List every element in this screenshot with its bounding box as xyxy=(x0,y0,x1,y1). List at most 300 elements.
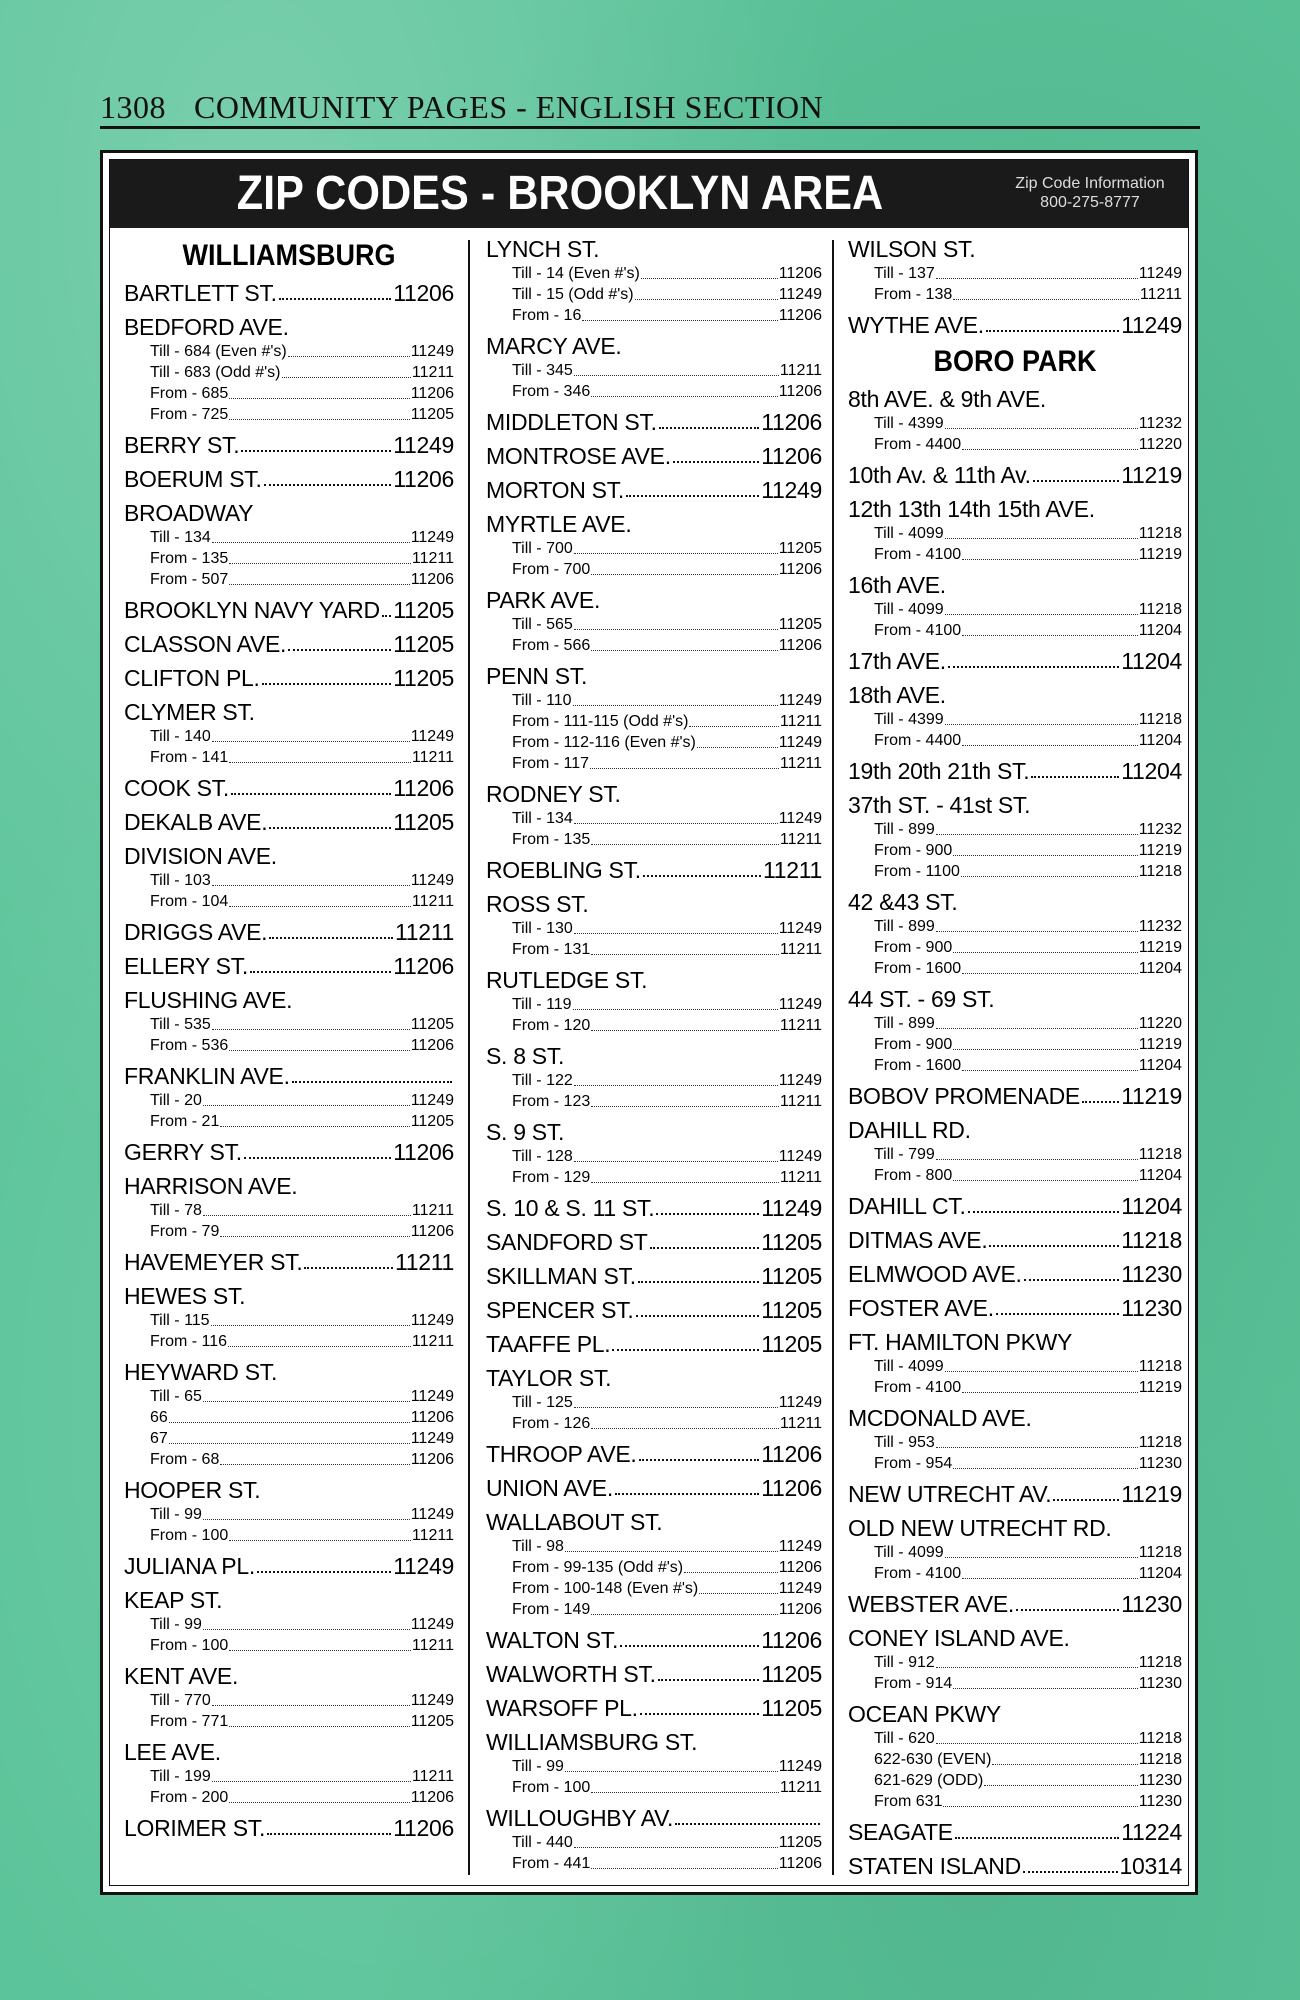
street-line xyxy=(124,1172,454,1200)
range-label: Till - 65 xyxy=(150,1388,202,1405)
leader-dots xyxy=(591,559,777,575)
leader-dots xyxy=(169,1428,410,1444)
leader-dots xyxy=(591,1777,779,1793)
leader-dots xyxy=(241,431,391,452)
street-entry xyxy=(848,571,1182,641)
street-line xyxy=(848,647,1182,675)
leader-dots xyxy=(203,1090,410,1106)
street-name: RUTLEDGE ST. xyxy=(486,967,648,993)
range-zip: 11205 xyxy=(410,406,454,423)
range-label: Till - 134 xyxy=(512,810,573,827)
street-line xyxy=(124,698,454,726)
page-number: 1308 xyxy=(100,89,166,125)
leader-dots xyxy=(288,341,410,357)
street-name: DAHILL RD. xyxy=(848,1117,971,1143)
zip-code: 11205 xyxy=(761,1331,822,1357)
range-line xyxy=(848,1013,1182,1034)
street-entry xyxy=(848,791,1182,882)
street-line xyxy=(124,630,454,658)
street-line xyxy=(848,757,1182,785)
range-line xyxy=(124,548,454,569)
zip-code: 11249 xyxy=(761,1195,822,1221)
leader-dots xyxy=(203,1200,411,1216)
street-line xyxy=(848,1700,1182,1728)
range-line xyxy=(848,523,1182,544)
street-name: BROADWAY xyxy=(124,500,254,526)
street-entry xyxy=(848,385,1182,455)
street-entry xyxy=(124,630,454,658)
street-name: WARSOFF PL. xyxy=(486,1695,638,1721)
range-label: From - 346 xyxy=(512,383,591,400)
leader-dots xyxy=(1033,461,1120,482)
range-label: From - 100 xyxy=(512,1779,591,1796)
range-zip: 11218 xyxy=(1138,1358,1182,1375)
street-line xyxy=(124,1476,454,1504)
street-name: WALTON ST. xyxy=(486,1627,619,1653)
range-label: 66 xyxy=(150,1409,168,1426)
street-entry xyxy=(486,1228,822,1256)
range-zip: 11204 xyxy=(1138,622,1182,639)
street-entry xyxy=(124,808,454,836)
leader-dots xyxy=(382,596,391,617)
zip-code: 11204 xyxy=(1121,648,1182,674)
leader-dots xyxy=(582,305,777,321)
range-label: Till - 4399 xyxy=(874,415,944,432)
column-divider xyxy=(468,240,470,1875)
range-label: From - 507 xyxy=(150,571,229,588)
street-name: 8th AVE. & 9th AVE. xyxy=(848,386,1047,412)
range-zip: 11249 xyxy=(410,1506,454,1523)
leader-dots xyxy=(228,1331,411,1347)
range-label: From - 112-116 (Even #'s) xyxy=(512,734,696,751)
street-line xyxy=(848,1082,1182,1110)
range-line xyxy=(124,1090,454,1111)
range-line xyxy=(124,1386,454,1407)
range-line xyxy=(124,1035,454,1056)
street-entry xyxy=(124,1358,454,1470)
column-divider xyxy=(832,240,834,1875)
leader-dots xyxy=(591,1413,779,1429)
range-line xyxy=(848,1749,1182,1770)
range-label: From - 126 xyxy=(512,1415,591,1432)
street-line xyxy=(848,1404,1182,1432)
leader-dots xyxy=(953,1673,1137,1689)
range-line xyxy=(848,1356,1182,1377)
range-label: From - 771 xyxy=(150,1713,229,1730)
range-line xyxy=(486,1091,822,1112)
leader-dots xyxy=(986,311,1119,332)
leader-dots xyxy=(267,1814,391,1835)
range-line xyxy=(848,819,1182,840)
range-zip: 11211 xyxy=(779,755,822,772)
street-line xyxy=(486,1728,822,1756)
range-label: From - 100 xyxy=(150,1527,229,1544)
range-line xyxy=(848,1377,1182,1398)
leader-dots xyxy=(591,381,777,397)
street-line xyxy=(848,1116,1182,1144)
leader-dots xyxy=(945,1356,1138,1372)
range-zip: 11249 xyxy=(778,1148,822,1165)
street-entry xyxy=(848,1480,1182,1508)
range-zip: 11218 xyxy=(1138,863,1182,880)
range-zip: 11218 xyxy=(1138,1544,1182,1561)
range-zip: 11205 xyxy=(410,1113,454,1130)
street-entry xyxy=(124,1282,454,1352)
column-1 xyxy=(124,235,454,1879)
range-zip: 11249 xyxy=(410,1430,454,1447)
range-label: Till - 4399 xyxy=(874,711,944,728)
range-label: From - 131 xyxy=(512,941,591,958)
range-line xyxy=(848,1055,1182,1076)
street-name: CLIFTON PL. xyxy=(124,665,260,691)
street-entry xyxy=(486,476,822,504)
street-name: HOOPER ST. xyxy=(124,1477,261,1503)
street-name: 44 ST. - 69 ST. xyxy=(848,986,995,1012)
range-line xyxy=(124,1331,454,1352)
range-zip: 11218 xyxy=(1138,1730,1182,1747)
range-zip: 11206 xyxy=(410,571,454,588)
street-name: TAYLOR ST. xyxy=(486,1365,612,1391)
leader-dots xyxy=(212,870,410,886)
leader-dots xyxy=(257,1552,391,1573)
range-label: Till - 20 xyxy=(150,1092,202,1109)
leader-dots xyxy=(591,939,779,955)
range-zip: 11249 xyxy=(1138,265,1182,282)
range-label: 622-630 (EVEN) xyxy=(874,1751,992,1768)
range-zip: 11211 xyxy=(411,364,454,381)
range-label: From - 566 xyxy=(512,637,591,654)
range-zip: 11249 xyxy=(778,1758,822,1775)
range-zip: 11206 xyxy=(778,637,822,654)
street-line xyxy=(486,780,822,808)
zip-code: 11205 xyxy=(761,1263,822,1289)
street-name: CLYMER ST. xyxy=(124,699,255,725)
range-label: Till - 899 xyxy=(874,821,935,838)
section-heading: WILLIAMSBURG xyxy=(182,239,396,272)
leader-dots xyxy=(574,360,779,376)
range-label: From - 135 xyxy=(512,831,591,848)
street-name: GERRY ST. xyxy=(124,1139,242,1165)
range-zip: 11211 xyxy=(1139,286,1182,303)
leader-dots xyxy=(1053,1480,1119,1501)
range-label: From - 1600 xyxy=(874,960,962,977)
street-line xyxy=(486,1364,822,1392)
range-zip: 11211 xyxy=(779,831,822,848)
range-zip: 11204 xyxy=(1138,960,1182,977)
range-label: From - 129 xyxy=(512,1169,591,1186)
range-line xyxy=(848,1453,1182,1474)
leader-dots xyxy=(626,476,759,497)
range-zip: 11211 xyxy=(779,1169,822,1186)
street-name: SKILLMAN ST. xyxy=(486,1263,636,1289)
street-line xyxy=(486,510,822,538)
street-name: FRANKLIN AVE. xyxy=(124,1063,290,1089)
leader-dots xyxy=(292,1062,452,1083)
range-line xyxy=(486,381,822,402)
leader-dots xyxy=(203,1386,410,1402)
street-name: 10th Av. & 11th Av. xyxy=(848,462,1031,488)
street-line xyxy=(124,499,454,527)
street-line xyxy=(124,1062,454,1090)
street-line xyxy=(486,1262,822,1290)
street-line xyxy=(486,1330,822,1358)
range-zip: 11211 xyxy=(411,1637,454,1654)
leader-dots xyxy=(992,1749,1137,1765)
leader-dots xyxy=(962,1563,1138,1579)
range-zip: 11205 xyxy=(778,540,822,557)
range-line xyxy=(124,1525,454,1546)
zip-code: 11206 xyxy=(393,1139,454,1165)
street-line xyxy=(848,1260,1182,1288)
street-line xyxy=(486,1626,822,1654)
range-line xyxy=(848,1165,1182,1186)
range-line xyxy=(124,1200,454,1221)
range-label: From - 79 xyxy=(150,1223,220,1240)
range-line xyxy=(124,569,454,590)
range-zip: 11219 xyxy=(1138,842,1182,859)
range-line xyxy=(848,284,1182,305)
range-label: Till - 683 (Odd #'s) xyxy=(150,364,281,381)
range-label: Till - 103 xyxy=(150,872,211,889)
zip-info-phone: 800-275-8777 xyxy=(1040,194,1140,211)
range-line xyxy=(124,1711,454,1732)
range-zip: 11219 xyxy=(1138,1036,1182,1053)
leader-dots xyxy=(953,840,1137,856)
range-zip: 11249 xyxy=(410,1092,454,1109)
range-line xyxy=(848,1770,1182,1791)
leader-dots xyxy=(1016,1590,1119,1611)
street-entry xyxy=(486,1626,822,1654)
range-line xyxy=(486,829,822,850)
range-label: From - 138 xyxy=(874,286,953,303)
range-line xyxy=(486,614,822,635)
range-label: From - 536 xyxy=(150,1037,229,1054)
leader-dots xyxy=(169,1407,410,1423)
range-line xyxy=(848,861,1182,882)
street-entry xyxy=(124,664,454,692)
range-line xyxy=(486,360,822,381)
range-zip: 11219 xyxy=(1138,1379,1182,1396)
range-label: From - 149 xyxy=(512,1601,591,1618)
range-zip: 11220 xyxy=(1138,1015,1182,1032)
leader-dots xyxy=(573,994,778,1010)
street-name: NEW UTRECHT AV. xyxy=(848,1481,1052,1507)
range-zip: 11249 xyxy=(778,692,822,709)
leader-dots xyxy=(675,1804,820,1825)
street-entry xyxy=(486,1728,822,1798)
street-name: CLASSON AVE. xyxy=(124,631,287,657)
leader-dots xyxy=(565,1756,778,1772)
street-name: LEE AVE. xyxy=(124,1739,221,1765)
zip-code: 11204 xyxy=(1121,1193,1182,1219)
street-name: BEDFORD AVE. xyxy=(124,314,289,340)
leader-dots xyxy=(636,1296,760,1317)
leader-dots xyxy=(229,1711,409,1727)
street-entry xyxy=(486,890,822,960)
range-label: From - 685 xyxy=(150,385,229,402)
leader-dots xyxy=(684,1557,778,1573)
leader-dots xyxy=(641,263,778,279)
street-line xyxy=(124,952,454,980)
street-entry xyxy=(486,1660,822,1688)
zip-code: 11206 xyxy=(393,466,454,492)
range-label: From - 100-148 (Even #'s) xyxy=(512,1580,699,1597)
street-line xyxy=(486,662,822,690)
street-entry xyxy=(848,235,1182,305)
range-label: From - 21 xyxy=(150,1113,220,1130)
range-line xyxy=(124,404,454,425)
street-name: ELMWOOD AVE. xyxy=(848,1261,1022,1287)
range-zip: 11204 xyxy=(1138,1167,1182,1184)
range-zip: 11218 xyxy=(1138,1654,1182,1671)
range-zip: 11249 xyxy=(778,286,822,303)
range-line xyxy=(486,711,822,732)
street-line xyxy=(486,1804,822,1832)
range-line xyxy=(124,1449,454,1470)
range-label: Till - 899 xyxy=(874,1015,935,1032)
street-line xyxy=(848,461,1182,489)
street-line xyxy=(124,774,454,802)
leader-dots xyxy=(953,1034,1137,1050)
range-label: Till - 98 xyxy=(512,1538,564,1555)
inner-frame xyxy=(109,159,1189,1886)
range-line xyxy=(124,1221,454,1242)
range-zip: 11218 xyxy=(1138,1146,1182,1163)
range-label: Till - 137 xyxy=(874,265,935,282)
range-label: Till - 14 (Even #'s) xyxy=(512,265,640,282)
leader-dots xyxy=(936,263,1138,279)
street-line xyxy=(124,664,454,692)
range-zip: 11218 xyxy=(1138,1434,1182,1451)
street-name: DAHILL CT. xyxy=(848,1193,966,1219)
leader-dots xyxy=(574,808,778,824)
leader-dots xyxy=(936,1013,1138,1029)
range-label: From - 900 xyxy=(874,939,953,956)
range-zip: 11204 xyxy=(1138,1057,1182,1074)
range-zip: 11211 xyxy=(411,749,454,766)
street-entry xyxy=(848,1294,1182,1322)
range-line xyxy=(848,1542,1182,1563)
range-zip: 11206 xyxy=(778,265,822,282)
street-line xyxy=(486,235,822,263)
street-name: ROEBLING ST. xyxy=(486,857,641,883)
street-name: BOBOV PROMENADE xyxy=(848,1083,1080,1109)
zip-code: 11205 xyxy=(761,1661,822,1687)
street-name: DRIGGS AVE. xyxy=(124,919,268,945)
zip-code: 11230 xyxy=(1121,1261,1182,1287)
leader-dots xyxy=(212,1014,410,1030)
range-zip: 11211 xyxy=(779,941,822,958)
zip-code: 11206 xyxy=(393,1815,454,1841)
leader-dots xyxy=(1082,1082,1119,1103)
leader-dots xyxy=(943,1791,1137,1807)
range-line xyxy=(848,1652,1182,1673)
range-label: From - 68 xyxy=(150,1451,220,1468)
street-entry xyxy=(124,1586,454,1656)
street-name: 18th AVE. xyxy=(848,682,946,708)
zip-code: 11205 xyxy=(393,631,454,657)
street-line xyxy=(848,311,1182,339)
range-zip: 11206 xyxy=(410,1037,454,1054)
zip-code: 11206 xyxy=(393,280,454,306)
range-line xyxy=(124,1690,454,1711)
leader-dots xyxy=(279,279,391,300)
range-label: From - 725 xyxy=(150,406,229,423)
range-line xyxy=(486,1599,822,1620)
street-name: KENT AVE. xyxy=(124,1663,239,1689)
range-label: Till - 134 xyxy=(150,529,211,546)
range-zip: 11211 xyxy=(779,1415,822,1432)
street-name: DIVISION AVE. xyxy=(124,843,277,869)
section-heading: BORO PARK xyxy=(933,345,1097,378)
range-line xyxy=(486,994,822,1015)
range-label: From - 954 xyxy=(874,1455,953,1472)
range-zip: 11249 xyxy=(778,1580,822,1597)
street-name: 12th 13th 14th 15th AVE. xyxy=(848,496,1095,522)
range-label: Till - 620 xyxy=(874,1730,935,1747)
street-entry xyxy=(124,279,454,307)
street-name: BERRY ST. xyxy=(124,432,240,458)
range-line xyxy=(486,559,822,580)
street-entry xyxy=(848,1624,1182,1694)
street-entry xyxy=(486,1330,822,1358)
street-line xyxy=(486,856,822,884)
range-label: From - 120 xyxy=(512,1017,591,1034)
range-line xyxy=(848,937,1182,958)
leader-dots xyxy=(229,1635,411,1651)
zip-code: 11205 xyxy=(761,1229,822,1255)
leader-dots xyxy=(591,635,777,651)
range-line xyxy=(124,341,454,362)
range-zip: 11249 xyxy=(778,996,822,1013)
street-name: MARCY AVE. xyxy=(486,333,622,359)
street-name: 17th AVE. xyxy=(848,648,946,674)
street-entry xyxy=(848,1404,1182,1474)
range-zip: 11249 xyxy=(410,1388,454,1405)
street-name: FLUSHING AVE. xyxy=(124,987,293,1013)
street-line xyxy=(124,1358,454,1386)
range-line xyxy=(848,730,1182,751)
street-name: WEBSTER AVE. xyxy=(848,1591,1014,1617)
street-name: WALLABOUT ST. xyxy=(486,1509,663,1535)
leader-dots xyxy=(229,1525,411,1541)
street-line xyxy=(848,1226,1182,1254)
street-entry xyxy=(848,1590,1182,1618)
leader-dots xyxy=(689,711,778,727)
range-line xyxy=(124,527,454,548)
range-line xyxy=(848,263,1182,284)
zip-code: 11219 xyxy=(1121,1083,1182,1109)
street-entry xyxy=(848,681,1182,751)
leader-dots xyxy=(673,442,759,463)
leader-dots xyxy=(936,1652,1138,1668)
leader-dots xyxy=(658,1660,759,1681)
range-line xyxy=(124,1310,454,1331)
street-name: MYRTLE AVE. xyxy=(486,511,632,537)
street-line xyxy=(848,571,1182,599)
street-line xyxy=(486,1694,822,1722)
range-label: Till - 345 xyxy=(512,362,573,379)
range-line xyxy=(124,1111,454,1132)
street-entry xyxy=(486,408,822,436)
street-entry xyxy=(486,510,822,580)
range-line xyxy=(486,732,822,753)
range-line xyxy=(848,434,1182,455)
leader-dots xyxy=(640,1694,759,1715)
street-line xyxy=(848,1590,1182,1618)
column-3 xyxy=(848,235,1182,1879)
range-label: Till - 125 xyxy=(512,1394,573,1411)
